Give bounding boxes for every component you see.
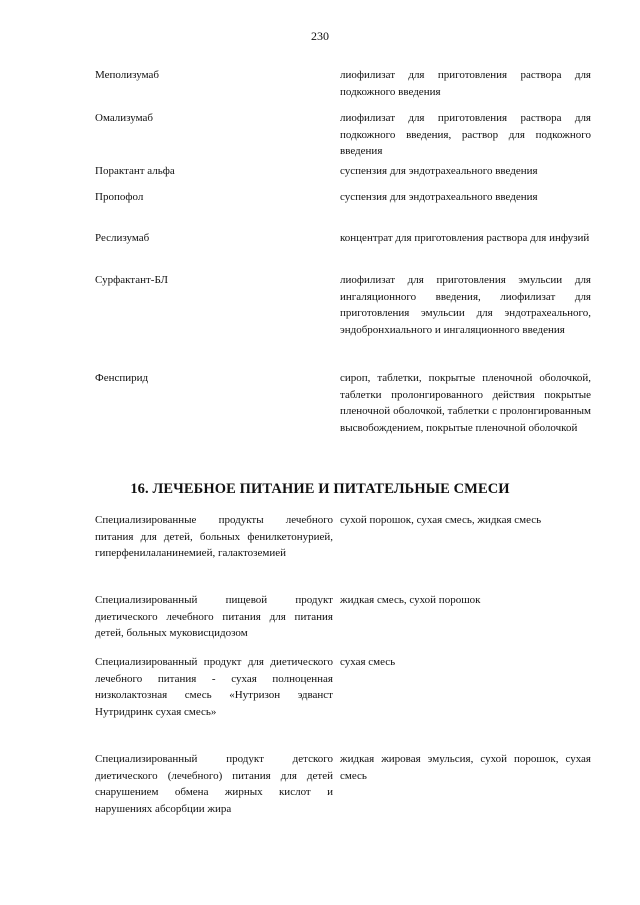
drug-name: Сурфактант-БЛ <box>95 274 168 286</box>
drug-form: концентрат для приготовления раствора для инфузий <box>340 232 590 244</box>
product-name: Специализированный пищевой продукт диетического лечебного питания для питания детей, больных муковисцидозом <box>95 594 333 639</box>
product-form: сухой порошок, сухая смесь, жидкая смесь <box>340 514 542 526</box>
page-number: 230 <box>311 29 329 43</box>
drug-name: Порактант альфа <box>95 165 175 177</box>
drug-name: Пропофол <box>95 191 144 203</box>
drug-form: лиофилизат для приготовления эмульсии для ингаляционного введения, лиофилизат для приготовления эмульсии для эндотрахеального, эндобронхиального и ингаляционного введения <box>340 274 591 336</box>
drug-form: лиофилизат для приготовления раствора для подкожного введения, раствор для подкожного введения <box>340 112 591 157</box>
product-form: сухая смесь <box>340 656 396 668</box>
drug-name: Меполизумаб <box>95 69 159 81</box>
drug-name: Фенспирид <box>95 372 149 384</box>
drug-name: Реслизумаб <box>95 232 150 244</box>
drug-name: Омализумаб <box>95 112 154 124</box>
drug-form: суспензия для эндотрахеального введения <box>340 191 538 203</box>
product-name: Специализированный продукт для диетического лечебного питания - сухая полноценная низколактозная смесь «Нутризон эдванст Нутридринк сухая смесь» <box>95 656 333 718</box>
product-name: Специализированные продукты лечебного питания для детей, больных фенилкетонурией, гиперфенилаланинемией, галактоземией <box>95 514 333 559</box>
product-form: жидкая смесь, сухой порошок <box>340 594 481 606</box>
drug-form: суспензия для эндотрахеального введения <box>340 165 538 177</box>
drug-form: сироп, таблетки, покрытые пленочной оболочкой, таблетки пролонгированного действия покрытые пленочной оболочкой, таблетки с пролонгированным высвобождением, покрытые пленочной оболочкой <box>340 372 591 434</box>
drug-form: лиофилизат для приготовления раствора для подкожного введения <box>340 69 591 98</box>
product-name: Специализированный продукт детского диетического (лечебного) питания для детей снарушением обмена жирных кислот и нарушениях абсорбции жира <box>95 753 333 815</box>
section-title: 16. ЛЕЧЕБНОЕ ПИТАНИЕ И ПИТАТЕЛЬНЫЕ СМЕСИ <box>130 481 510 497</box>
product-form: жидкая жировая эмульсия, сухой порошок, сухая смесь <box>340 753 591 782</box>
